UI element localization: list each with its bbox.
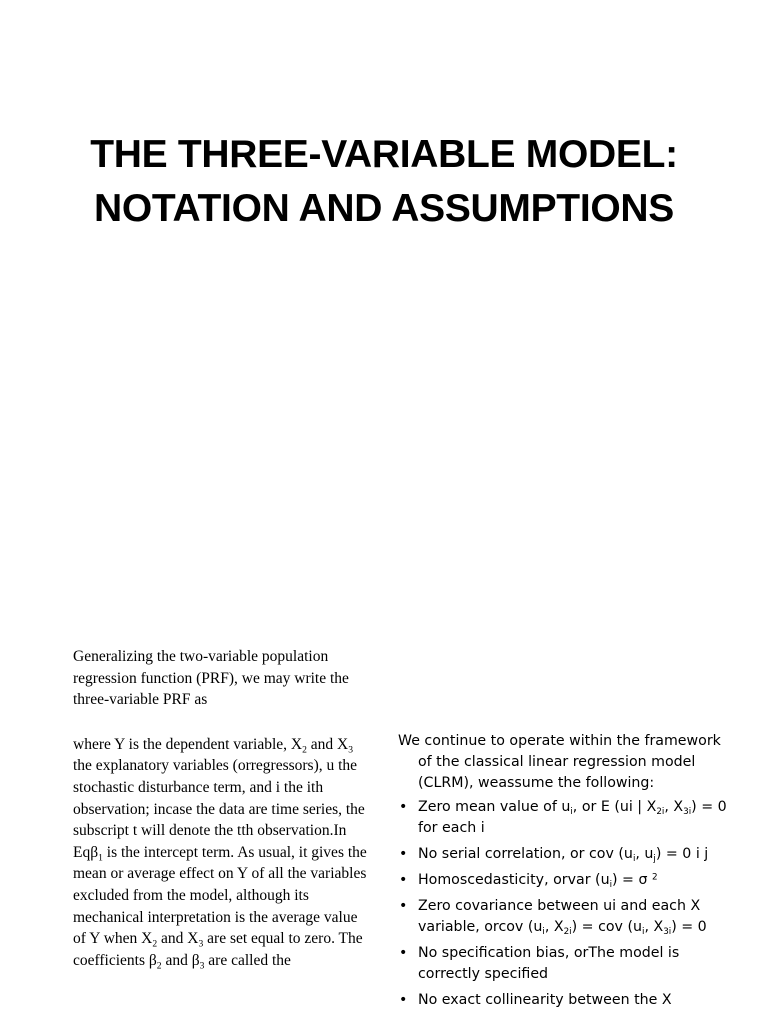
- intro-paragraph: Generalizing the two-variable population regression function (PRF), we may write the three-variable PRF as: [73, 648, 349, 709]
- assumption-text: No exact collinearity between the X: [418, 992, 672, 1008]
- assumption-homoscedasticity: [398, 870, 728, 891]
- assumption-text: No specification bias, orThe model is correctly specified: [418, 945, 680, 982]
- explanation-text: and X: [306, 735, 349, 753]
- slide-title-line-1: THE THREE-VARIABLE MODEL:: [90, 133, 678, 176]
- subscript: i: [542, 927, 545, 938]
- assumption-text: ) = cov (u: [571, 919, 642, 935]
- assumption-text: No serial correlation, or cov (u: [418, 846, 633, 862]
- assumptions-lead: We continue to operate within the framework of the classical linear regression model (CLRM), weassume the following:: [398, 733, 721, 791]
- subscript: j: [653, 854, 656, 865]
- subscript: i: [609, 880, 613, 891]
- subscript: 3i: [683, 807, 692, 818]
- assumption-text: ) = 0: [671, 919, 707, 935]
- subscript: 2: [156, 960, 162, 972]
- explanation-text: are set equal to zero. The coefficients β: [73, 930, 363, 969]
- assumption-text: , X: [644, 919, 664, 935]
- bullet-icon: •: [399, 898, 408, 914]
- assumptions-column: [398, 731, 728, 1016]
- left-text-column: [73, 646, 373, 971]
- assumption-text: , u: [635, 846, 654, 862]
- slide-title: [40, 128, 728, 236]
- subscript: 3: [198, 938, 204, 950]
- assumption-no-collinearity: [398, 990, 728, 1011]
- bullet-icon: •: [399, 945, 408, 961]
- subscript: 3: [199, 960, 205, 972]
- explanation-text: the explanatory variables (orregressors), u the stochastic disturbance term, and i the ith observation; incase the data are time series, the subscript t will denote the tth observation.In Eqβ: [73, 757, 365, 861]
- assumption-text: ) = 0 for each i: [418, 799, 727, 836]
- subscript: 2i: [656, 807, 665, 818]
- superscript: 2: [651, 872, 658, 883]
- subscript: 2: [152, 938, 158, 950]
- assumption-no-serial-correlation: [398, 844, 728, 865]
- assumption-zero-mean: [398, 797, 728, 839]
- assumptions-list: [398, 797, 728, 1011]
- bullet-icon: •: [399, 872, 408, 888]
- subscript: i: [641, 927, 645, 938]
- subscript: 3i: [663, 927, 672, 938]
- assumption-text: ) = 0 i j: [655, 846, 709, 862]
- explanation-text: are called the: [204, 951, 291, 969]
- assumption-text: , X: [664, 799, 684, 815]
- bullet-icon: •: [399, 799, 408, 815]
- assumption-text: Homoscedasticity, orvar (u: [418, 872, 610, 888]
- bullet-icon: •: [399, 846, 408, 862]
- bullet-icon: •: [399, 992, 408, 1008]
- subscript: 3: [348, 744, 354, 756]
- subscript: 2i: [563, 927, 572, 938]
- assumption-no-specification-bias: [398, 943, 728, 985]
- assumption-text: Zero covariance between ui and each X variable, orcov (u: [418, 898, 701, 935]
- explanation-text: where Y is the dependent variable, X: [73, 735, 303, 753]
- slide-title-line-2: NOTATION AND ASSUMPTIONS: [94, 187, 674, 230]
- explanation-text: and X: [157, 930, 199, 948]
- subscript: 2: [302, 744, 307, 756]
- assumption-text: ) = σ: [612, 872, 652, 888]
- explanation-text: and β: [161, 951, 200, 969]
- assumption-text: Zero mean value of u: [418, 799, 571, 815]
- explanation-text: is the intercept term. As usual, it gives the mean or average effect on Y of all the variables excluded from the model, although its mechanical interpretation is the average value of Y when X: [73, 843, 367, 948]
- assumption-zero-covariance: [398, 896, 728, 938]
- assumption-text: , or E (ui | X: [572, 799, 657, 815]
- subscript: i: [570, 807, 573, 818]
- assumption-text: , X: [544, 919, 564, 935]
- subscript: i: [632, 854, 636, 865]
- subscript: 1: [98, 852, 103, 864]
- explanation-paragraph: [73, 734, 373, 972]
